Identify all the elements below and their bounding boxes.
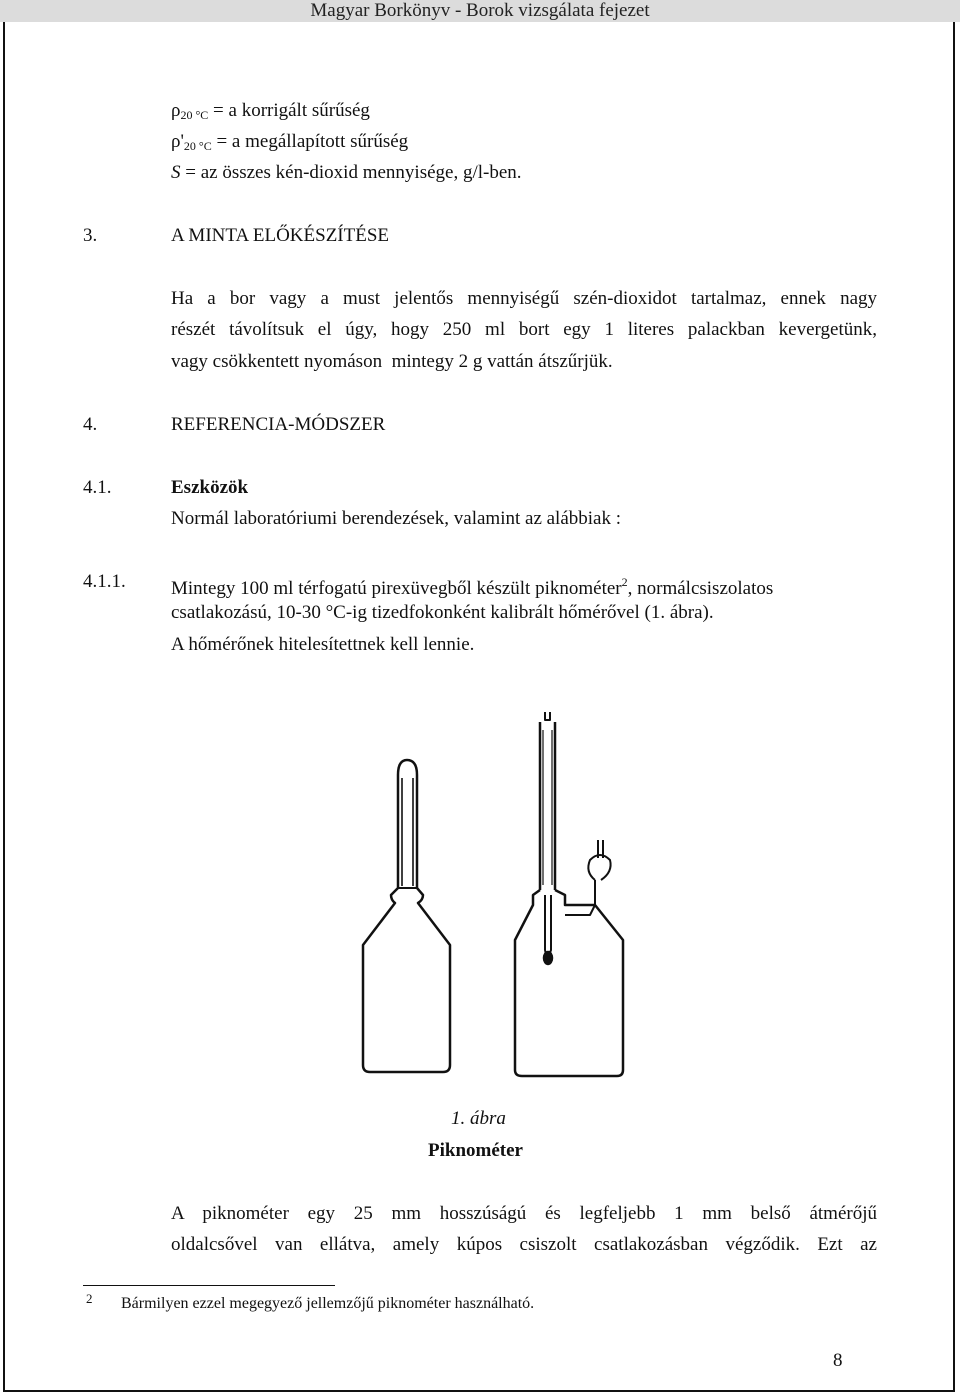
section-4-1-title: Eszközök bbox=[171, 477, 249, 498]
footnote-rule bbox=[83, 1285, 335, 1286]
side-tube-cap bbox=[588, 855, 610, 880]
definition-line-2 bbox=[171, 130, 408, 158]
definition-text: = a korrigált sűrűség bbox=[208, 100, 370, 121]
section-4-title: REFERENCIA-MÓDSZER bbox=[171, 414, 386, 435]
thermometer-stem bbox=[540, 722, 555, 890]
thermometer-top bbox=[545, 712, 550, 720]
closing-line-2: oldalcsővel van ellátva, amely kúpos csiszolt csatlakozásban végződik. Ezt az bbox=[171, 1234, 877, 1255]
section-4-1-1-line-2: csatlakozású, 10-30 °C-ig tizedfokonként kalibrált hőmérővel (1. ábra). bbox=[171, 602, 714, 623]
section-4-1-1-line-1 bbox=[171, 570, 773, 601]
rho-prime-symbol: ρ' bbox=[171, 131, 184, 152]
rho-symbol: ρ bbox=[171, 100, 181, 121]
thermometer-bulb-stem bbox=[545, 895, 551, 956]
definition-text: = az összes kén-dioxid mennyisége, g/l-ben. bbox=[180, 162, 522, 183]
section-4-1-text: Normál laboratóriumi berendezések, valamint az alábbiak : bbox=[171, 508, 622, 529]
flask-neck-inner bbox=[402, 778, 413, 886]
section-4-number: 4. bbox=[83, 414, 98, 435]
section-3-line-3: vagy csökkentett nyomáson mintegy 2 g vattán átszűrjük. bbox=[171, 351, 613, 372]
page-number: 8 bbox=[833, 1350, 843, 1371]
section-4-1-number: 4.1. bbox=[83, 477, 112, 498]
section-4-1-1-number: 4.1.1. bbox=[83, 571, 126, 592]
definition-line-1 bbox=[171, 99, 370, 127]
footnote-text: Bármilyen ezzel megegyező jellemzőjű piknométer használható. bbox=[121, 1295, 535, 1312]
figure-label: 1. ábra bbox=[451, 1108, 506, 1129]
text-span: , normálcsiszolatos bbox=[627, 578, 774, 599]
section-3-line-1: Ha a bor vagy a must jelentős mennyiségű szén-dioxidot tartalmaz, ennek nagy bbox=[171, 288, 877, 309]
subscript: 20 °C bbox=[180, 108, 209, 122]
section-3-title: A MINTA ELŐKÉSZÍTÉSE bbox=[171, 225, 390, 246]
closing-line-1: A piknométer egy 25 mm hosszúságú és legfeljebb 1 mm belső átmérőjű bbox=[171, 1203, 877, 1224]
s-symbol: S bbox=[171, 162, 181, 183]
definition-line-3 bbox=[171, 161, 522, 185]
figure-title: Piknométer bbox=[428, 1140, 523, 1161]
footnote-ref: 2 bbox=[621, 575, 628, 589]
section-4-1-1-line-3: A hőmérőnek hitelesítettnek kell lennie. bbox=[171, 634, 475, 655]
pycnometer-figure bbox=[355, 700, 635, 1100]
thermometer-capillary bbox=[543, 730, 552, 885]
side-tube bbox=[565, 880, 595, 915]
section-3-line-2: részét távolítsuk el úgy, hogy 250 ml bort egy 1 literes palackban kevergetünk, bbox=[171, 319, 877, 340]
thermometer-bulb bbox=[544, 952, 552, 964]
bottle-outline bbox=[515, 890, 623, 1076]
definition-text: = a megállapított sűrűség bbox=[211, 131, 409, 152]
section-3-number: 3. bbox=[83, 225, 98, 246]
page-header: Magyar Borkönyv - Borok vizsgálata fejezet bbox=[0, 0, 960, 22]
text-span: Mintegy 100 ml térfogatú pirexüvegből készült piknométer bbox=[171, 578, 622, 599]
subscript: 20 °C bbox=[183, 139, 212, 153]
flask-outline bbox=[363, 760, 450, 1072]
footnote-number: 2 bbox=[86, 1291, 93, 1306]
